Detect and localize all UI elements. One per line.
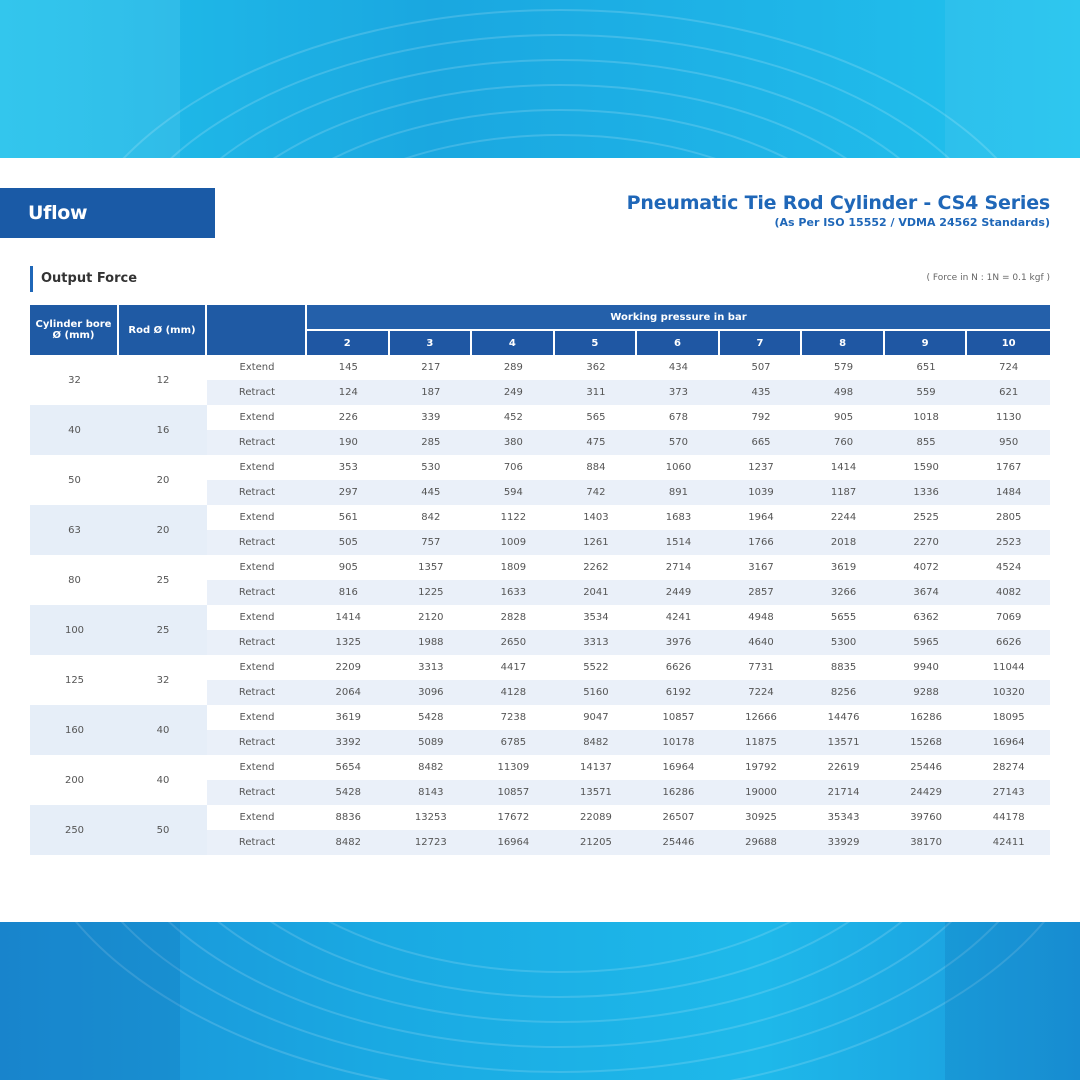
table-row: [30, 805, 1050, 830]
direction-cell: Retract: [207, 630, 307, 655]
force-value-cell: 4417: [472, 655, 555, 680]
force-value-cell: 12723: [390, 830, 473, 855]
force-value-cell: 1414: [802, 455, 885, 480]
datasheet-page: [0, 158, 1080, 922]
force-value-cell: 12666: [720, 705, 803, 730]
force-value-cell: 2120: [390, 605, 473, 630]
force-value-cell: 3534: [555, 605, 638, 630]
force-value-cell: 14476: [802, 705, 885, 730]
force-value-cell: 570: [637, 430, 720, 455]
force-value-cell: 1766: [720, 530, 803, 555]
force-value-cell: 5654: [307, 755, 390, 780]
direction-cell: Retract: [207, 380, 307, 405]
force-value-cell: 3619: [307, 705, 390, 730]
force-value-cell: 2650: [472, 630, 555, 655]
force-value-cell: 297: [307, 480, 390, 505]
pressure-header-cell: 3: [390, 331, 473, 355]
pressure-header-cell: 2: [307, 331, 390, 355]
force-value-cell: 311: [555, 380, 638, 405]
force-value-cell: 8482: [307, 830, 390, 855]
force-value-cell: 4948: [720, 605, 803, 630]
force-value-cell: 5160: [555, 680, 638, 705]
force-value-cell: 19792: [720, 755, 803, 780]
force-value-cell: 3167: [720, 555, 803, 580]
column-header-rod: Rod Ø (mm): [119, 305, 207, 355]
force-value-cell: 8835: [802, 655, 885, 680]
direction-cell: Extend: [207, 805, 307, 830]
force-value-cell: 15268: [885, 730, 968, 755]
force-value-cell: 22619: [802, 755, 885, 780]
force-value-cell: 3096: [390, 680, 473, 705]
force-value-cell: 1130: [967, 405, 1050, 430]
force-value-cell: 1683: [637, 505, 720, 530]
force-value-cell: 14137: [555, 755, 638, 780]
force-value-cell: 1009: [472, 530, 555, 555]
rod-cell: 50: [119, 805, 207, 855]
column-header-direction: [207, 305, 307, 355]
section-title: Output Force: [30, 266, 137, 292]
force-value-cell: 842: [390, 505, 473, 530]
force-value-cell: 226: [307, 405, 390, 430]
force-value-cell: 24429: [885, 780, 968, 805]
table-row: [30, 555, 1050, 580]
bore-cell: 63: [30, 505, 119, 555]
force-value-cell: 9047: [555, 705, 638, 730]
force-value-cell: 2270: [885, 530, 968, 555]
force-value-cell: 5428: [390, 705, 473, 730]
force-value-cell: 5300: [802, 630, 885, 655]
force-value-cell: 44178: [967, 805, 1050, 830]
direction-cell: Retract: [207, 780, 307, 805]
force-value-cell: 905: [802, 405, 885, 430]
force-value-cell: 8143: [390, 780, 473, 805]
bore-cell: 32: [30, 355, 119, 405]
force-value-cell: 6192: [637, 680, 720, 705]
force-value-cell: 3392: [307, 730, 390, 755]
table-row: [30, 705, 1050, 730]
force-value-cell: 10857: [472, 780, 555, 805]
force-value-cell: 1767: [967, 455, 1050, 480]
force-value-cell: 13571: [802, 730, 885, 755]
table-row: [30, 355, 1050, 380]
force-value-cell: 3619: [802, 555, 885, 580]
force-value-cell: 27143: [967, 780, 1050, 805]
bottom-decorative-band: [0, 922, 1080, 1080]
force-value-cell: 6362: [885, 605, 968, 630]
force-value-cell: 1484: [967, 480, 1050, 505]
force-value-cell: 4128: [472, 680, 555, 705]
force-value-cell: 22089: [555, 805, 638, 830]
force-value-cell: 10320: [967, 680, 1050, 705]
force-value-cell: 18095: [967, 705, 1050, 730]
force-value-cell: 10178: [637, 730, 720, 755]
force-value-cell: 39760: [885, 805, 968, 830]
force-value-cell: 6626: [967, 630, 1050, 655]
force-value-cell: 561: [307, 505, 390, 530]
force-value-cell: 3266: [802, 580, 885, 605]
force-value-cell: 1988: [390, 630, 473, 655]
force-value-cell: 724: [967, 355, 1050, 380]
direction-cell: Extend: [207, 405, 307, 430]
table-row: [30, 505, 1050, 530]
force-value-cell: 362: [555, 355, 638, 380]
force-value-cell: 2209: [307, 655, 390, 680]
force-value-cell: 1060: [637, 455, 720, 480]
force-value-cell: 25446: [637, 830, 720, 855]
direction-cell: Retract: [207, 580, 307, 605]
force-value-cell: 2018: [802, 530, 885, 555]
force-value-cell: 124: [307, 380, 390, 405]
force-value-cell: 28274: [967, 755, 1050, 780]
force-value-cell: 742: [555, 480, 638, 505]
force-value-cell: 217: [390, 355, 473, 380]
force-value-cell: 8482: [555, 730, 638, 755]
force-value-cell: 11309: [472, 755, 555, 780]
force-value-cell: 145: [307, 355, 390, 380]
force-value-cell: 706: [472, 455, 555, 480]
force-value-cell: 4524: [967, 555, 1050, 580]
force-value-cell: 3313: [555, 630, 638, 655]
force-value-cell: 6626: [637, 655, 720, 680]
force-value-cell: 4082: [967, 580, 1050, 605]
force-value-cell: 17672: [472, 805, 555, 830]
force-value-cell: 16286: [885, 705, 968, 730]
force-value-cell: 9940: [885, 655, 968, 680]
force-value-cell: 5965: [885, 630, 968, 655]
direction-cell: Retract: [207, 530, 307, 555]
force-value-cell: 2262: [555, 555, 638, 580]
force-value-cell: 434: [637, 355, 720, 380]
direction-cell: Extend: [207, 505, 307, 530]
force-value-cell: 855: [885, 430, 968, 455]
force-value-cell: 5089: [390, 730, 473, 755]
force-value-cell: 339: [390, 405, 473, 430]
force-value-cell: 1633: [472, 580, 555, 605]
bore-cell: 160: [30, 705, 119, 755]
force-value-cell: 1590: [885, 455, 968, 480]
force-value-cell: 1336: [885, 480, 968, 505]
direction-cell: Extend: [207, 755, 307, 780]
force-value-cell: 4241: [637, 605, 720, 630]
force-value-cell: 1039: [720, 480, 803, 505]
pressure-header-cell: 8: [802, 331, 885, 355]
force-value-cell: 13253: [390, 805, 473, 830]
pressure-group-header: Working pressure in bar: [307, 305, 1050, 331]
force-value-cell: 950: [967, 430, 1050, 455]
force-value-cell: 559: [885, 380, 968, 405]
force-value-cell: 373: [637, 380, 720, 405]
force-value-cell: 565: [555, 405, 638, 430]
bore-cell: 80: [30, 555, 119, 605]
bore-cell: 200: [30, 755, 119, 805]
pressure-header-cell: 10: [967, 331, 1050, 355]
direction-cell: Extend: [207, 355, 307, 380]
force-value-cell: 16964: [637, 755, 720, 780]
force-value-cell: 2523: [967, 530, 1050, 555]
direction-cell: Extend: [207, 655, 307, 680]
force-value-cell: 792: [720, 405, 803, 430]
force-value-cell: 7069: [967, 605, 1050, 630]
force-value-cell: 452: [472, 405, 555, 430]
force-value-cell: 905: [307, 555, 390, 580]
force-value-cell: 2525: [885, 505, 968, 530]
rod-cell: 20: [119, 505, 207, 555]
direction-cell: Retract: [207, 830, 307, 855]
force-value-cell: 4072: [885, 555, 968, 580]
force-value-cell: 8836: [307, 805, 390, 830]
top-decorative-band: [0, 0, 1080, 158]
force-value-cell: 26507: [637, 805, 720, 830]
direction-cell: Retract: [207, 480, 307, 505]
force-value-cell: 498: [802, 380, 885, 405]
force-value-cell: 3674: [885, 580, 968, 605]
force-value-cell: 380: [472, 430, 555, 455]
brand-banner: Uflow Automation: [0, 188, 215, 238]
direction-cell: Extend: [207, 705, 307, 730]
force-value-cell: 579: [802, 355, 885, 380]
force-value-cell: 1403: [555, 505, 638, 530]
force-value-cell: 1018: [885, 405, 968, 430]
document-title: Pneumatic Tie Rod Cylinder - CS4 Series: [626, 192, 1050, 214]
force-value-cell: 2805: [967, 505, 1050, 530]
rod-cell: 12: [119, 355, 207, 405]
force-value-cell: 10857: [637, 705, 720, 730]
force-value-cell: 9288: [885, 680, 968, 705]
table-row: [30, 605, 1050, 630]
rod-cell: 25: [119, 555, 207, 605]
force-value-cell: 5428: [307, 780, 390, 805]
table-body: [30, 355, 1050, 855]
force-value-cell: 16286: [637, 780, 720, 805]
force-value-cell: 289: [472, 355, 555, 380]
rod-cell: 40: [119, 705, 207, 755]
force-value-cell: 507: [720, 355, 803, 380]
force-value-cell: 1237: [720, 455, 803, 480]
force-value-cell: 190: [307, 430, 390, 455]
force-value-cell: 4640: [720, 630, 803, 655]
force-value-cell: 5522: [555, 655, 638, 680]
rod-cell: 16: [119, 405, 207, 455]
force-value-cell: 2857: [720, 580, 803, 605]
direction-cell: Extend: [207, 555, 307, 580]
rod-cell: 32: [119, 655, 207, 705]
wave-pattern-icon: [0, 922, 1080, 1080]
unit-note: ( Force in N : 1N = 0.1 kgf ): [926, 273, 1050, 283]
force-value-cell: 8482: [390, 755, 473, 780]
force-value-cell: 11044: [967, 655, 1050, 680]
force-value-cell: 594: [472, 480, 555, 505]
force-value-cell: 29688: [720, 830, 803, 855]
force-value-cell: 1414: [307, 605, 390, 630]
force-value-cell: 38170: [885, 830, 968, 855]
force-value-cell: 7238: [472, 705, 555, 730]
force-value-cell: 16964: [967, 730, 1050, 755]
force-value-cell: 21714: [802, 780, 885, 805]
force-value-cell: 16964: [472, 830, 555, 855]
force-value-cell: 505: [307, 530, 390, 555]
force-value-cell: 21205: [555, 830, 638, 855]
force-value-cell: 285: [390, 430, 473, 455]
force-value-cell: 884: [555, 455, 638, 480]
table-row: [30, 455, 1050, 480]
force-value-cell: 445: [390, 480, 473, 505]
force-value-cell: 3313: [390, 655, 473, 680]
force-value-cell: 891: [637, 480, 720, 505]
force-value-cell: 8256: [802, 680, 885, 705]
table-row: [30, 655, 1050, 680]
force-value-cell: 757: [390, 530, 473, 555]
bore-cell: 40: [30, 405, 119, 455]
bore-cell: 125: [30, 655, 119, 705]
force-value-cell: 2828: [472, 605, 555, 630]
force-value-cell: 187: [390, 380, 473, 405]
force-value-cell: 2714: [637, 555, 720, 580]
force-value-cell: 249: [472, 380, 555, 405]
force-value-cell: 1357: [390, 555, 473, 580]
direction-cell: Extend: [207, 605, 307, 630]
force-value-cell: 1261: [555, 530, 638, 555]
table-row: [30, 405, 1050, 430]
force-value-cell: 33929: [802, 830, 885, 855]
direction-cell: Retract: [207, 680, 307, 705]
force-value-cell: 2064: [307, 680, 390, 705]
force-value-cell: 475: [555, 430, 638, 455]
force-value-cell: 7731: [720, 655, 803, 680]
force-value-cell: 42411: [967, 830, 1050, 855]
pressure-header-cell: 9: [885, 331, 968, 355]
document-header: [627, 192, 1050, 229]
force-value-cell: 530: [390, 455, 473, 480]
force-value-cell: 1514: [637, 530, 720, 555]
column-header-bore: Cylinder bore Ø (mm): [30, 305, 119, 355]
force-value-cell: 2041: [555, 580, 638, 605]
force-value-cell: 1964: [720, 505, 803, 530]
rod-cell: 40: [119, 755, 207, 805]
force-value-cell: 353: [307, 455, 390, 480]
force-value-cell: 651: [885, 355, 968, 380]
force-value-cell: 35343: [802, 805, 885, 830]
direction-cell: Extend: [207, 455, 307, 480]
force-value-cell: 25446: [885, 755, 968, 780]
force-value-cell: 6785: [472, 730, 555, 755]
bore-cell: 100: [30, 605, 119, 655]
force-value-cell: 13571: [555, 780, 638, 805]
force-value-cell: 2244: [802, 505, 885, 530]
force-value-cell: 1325: [307, 630, 390, 655]
bore-cell: 50: [30, 455, 119, 505]
force-value-cell: 1225: [390, 580, 473, 605]
rod-cell: 25: [119, 605, 207, 655]
force-value-cell: 7224: [720, 680, 803, 705]
force-value-cell: 30925: [720, 805, 803, 830]
force-value-cell: 5655: [802, 605, 885, 630]
force-value-cell: 3976: [637, 630, 720, 655]
bore-cell: 250: [30, 805, 119, 855]
force-value-cell: 1187: [802, 480, 885, 505]
force-value-cell: 1809: [472, 555, 555, 580]
direction-cell: Retract: [207, 730, 307, 755]
pressure-header-cell: 6: [637, 331, 720, 355]
force-value-cell: 760: [802, 430, 885, 455]
force-value-cell: 621: [967, 380, 1050, 405]
force-value-cell: 19000: [720, 780, 803, 805]
force-value-cell: 678: [637, 405, 720, 430]
rod-cell: 20: [119, 455, 207, 505]
pressure-header-cell: 5: [555, 331, 638, 355]
pressure-header-cell: 7: [720, 331, 803, 355]
force-value-cell: 435: [720, 380, 803, 405]
wave-pattern-icon: [0, 0, 1080, 158]
force-value-cell: 11875: [720, 730, 803, 755]
force-value-cell: 665: [720, 430, 803, 455]
direction-cell: Retract: [207, 430, 307, 455]
force-value-cell: 816: [307, 580, 390, 605]
output-force-table: [30, 305, 1050, 855]
document-subtitle: (As Per ISO 15552 / VDMA 24562 Standards): [774, 216, 1050, 229]
pressure-header-cell: 4: [472, 331, 555, 355]
force-value-cell: 1122: [472, 505, 555, 530]
force-value-cell: 2449: [637, 580, 720, 605]
table-row: [30, 755, 1050, 780]
